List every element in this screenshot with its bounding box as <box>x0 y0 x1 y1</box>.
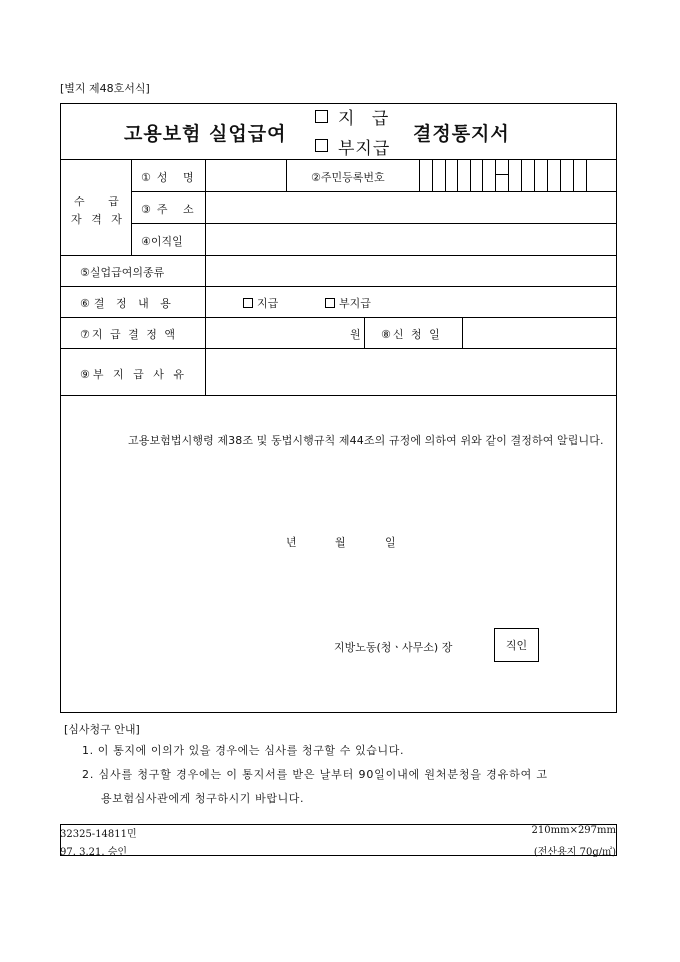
row-line <box>131 223 617 224</box>
date-year: 년 <box>286 536 297 549</box>
date-month: 월 <box>335 536 346 549</box>
footer-code: 32325-14811민 <box>60 829 137 840</box>
amount-label: ⑦지 급 결 정 액 <box>80 328 177 341</box>
guide-item-2-continued: 용보험심사관에게 청구하시기 바랍니다. <box>101 792 305 805</box>
turnover-date-label: ④이직일 <box>141 235 183 248</box>
rrn-cell-line <box>547 159 548 191</box>
official-seal <box>494 628 539 662</box>
form-reference: [별지 제48호서식] <box>60 82 150 95</box>
decision-pay-option[interactable] <box>243 295 278 311</box>
decision-pay-checkbox[interactable] <box>243 298 253 308</box>
decision-nopay-option[interactable] <box>325 295 371 311</box>
rrn-cell-line <box>457 159 458 191</box>
row-line <box>60 395 617 396</box>
form-frame <box>60 103 617 713</box>
decision-nopay-checkbox[interactable] <box>325 298 335 308</box>
col-line <box>462 317 463 348</box>
row-line <box>131 191 617 192</box>
row-line <box>60 317 617 318</box>
decision-pay-text: 지급 <box>257 297 279 310</box>
footer-approval: 97. 3.21. 승인 <box>60 847 128 858</box>
rrn-cell-line <box>419 159 420 191</box>
applicant-label-1: 수 급 <box>74 195 129 208</box>
applicant-label-2: 자 격 자 <box>71 213 125 226</box>
rrn-cell-line <box>534 159 535 191</box>
col-line <box>364 317 365 348</box>
rrn-dash <box>495 174 508 175</box>
rrn-cell-line <box>573 159 574 191</box>
col-line <box>131 159 132 255</box>
notice-text: 고용보험법시행령 제38조 및 동법시행규칙 제44조의 규정에 의하여 위와 같이 결정하여 알립니다. <box>128 434 604 447</box>
footer-paper: (전산용지 70g/㎡) <box>533 847 616 858</box>
guide-heading: [심사청구 안내] <box>64 723 140 736</box>
amount-unit: 원 <box>350 328 361 341</box>
pay-option-checkbox[interactable] <box>315 110 328 123</box>
guide-item-1: 1. 이 통지에 이의가 있을 경우에는 심사를 청구할 수 있습니다. <box>82 744 405 757</box>
rrn-cell-line <box>521 159 522 191</box>
decision-label: ⑥결 정 내 용 <box>80 297 175 310</box>
rrn-cell-line <box>586 159 587 191</box>
rrn-cell-line <box>508 159 509 191</box>
rrn-cell-line <box>445 159 446 191</box>
rrn-cell-line <box>470 159 471 191</box>
row-line <box>60 286 617 287</box>
form-title-right: 결정통지서 <box>413 123 510 145</box>
decision-nopay-text: 부지급 <box>339 297 371 310</box>
issuer-label: 지방노동(청ㆍ사무소) 장 <box>334 641 453 654</box>
row-line <box>60 348 617 349</box>
rrn-cell-line <box>432 159 433 191</box>
footer-size: 210mm×297mm <box>531 825 616 836</box>
rrn-cell-line <box>495 159 496 191</box>
nopay-reason-label: ⑨부 지 급 사 유 <box>80 368 187 381</box>
seal-text: 직인 <box>505 639 528 652</box>
nopay-option-label: 부지급 <box>338 139 391 159</box>
form-title-left: 고용보험 실업급여 <box>124 123 287 145</box>
nopay-option-checkbox[interactable] <box>315 139 328 152</box>
col-line <box>286 159 287 191</box>
benefit-type-label: ⑤실업급여의종류 <box>80 266 165 279</box>
apply-date-label: ⑧신 청 일 <box>381 328 442 341</box>
rrn-cell-line <box>482 159 483 191</box>
pay-option-label: 지 급 <box>338 109 395 129</box>
date-day: 일 <box>385 536 396 549</box>
col-line <box>205 159 206 395</box>
name-label: ①성 명 <box>141 171 200 184</box>
rrn-label: ②주민등록번호 <box>311 171 385 184</box>
rrn-cell-line <box>560 159 561 191</box>
row-line <box>60 255 617 256</box>
guide-item-2: 2. 심사를 청구할 경우에는 이 통지서를 받은 날부터 90일이내에 원처분청을 경유하여 고 <box>82 768 548 781</box>
address-label: ③주 소 <box>141 203 200 216</box>
